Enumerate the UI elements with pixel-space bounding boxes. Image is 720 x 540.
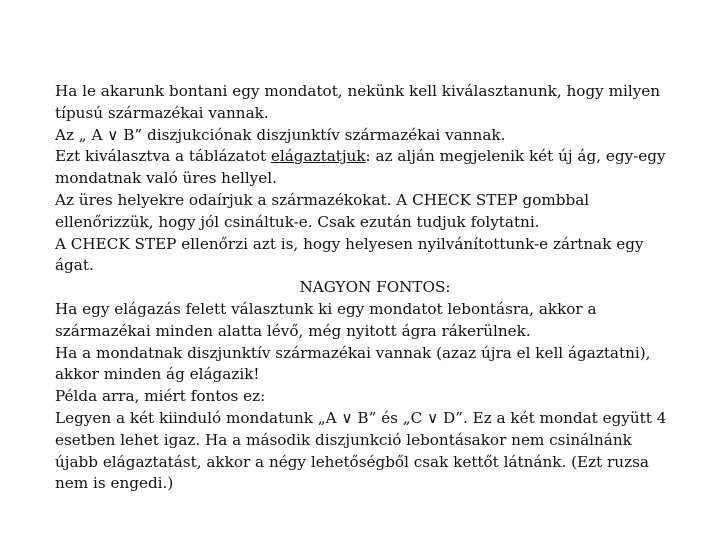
paragraph-above-branch-line-2: származékai minden alatta lévő, még nyitott ágra rákerülnek. (55, 321, 531, 340)
paragraph-example-line-4: nem is engedi.) (55, 474, 174, 493)
paragraph-branching-line-2: mondatnak való üres hellyel. (55, 169, 277, 188)
paragraph-above-branch-line-1: Ha egy elágazás felett választunk ki egy mondatot lebontásra, akkor a (55, 299, 597, 318)
branching-text-before: Ezt kiválasztva a táblázatot (55, 147, 271, 166)
branching-underlined-term: elágaztatjuk (270, 147, 366, 166)
slide-body (55, 81, 695, 495)
paragraph-example-line-2: esetben lehet igaz. Ha a második diszjunkció lebontásakor nem csinálnánk (55, 430, 632, 449)
paragraph-example-line-3: újabb elágaztatást, akkor a négy lehetőségből csak kettőt látnánk. (Ezt ruzsa (55, 452, 649, 471)
paragraph-example-intro: Példa arra, miért fontos ez: (55, 387, 266, 406)
paragraph-closed-branch-line-1: A CHECK STEP ellenőrzi azt is, hogy helyesen nyilvánítottunk-e zártnak egy (55, 234, 644, 253)
heading-important: NAGYON FONTOS: (299, 278, 451, 297)
paragraph-check-step-line-1: Az üres helyekre odaírjuk a származékokat. A CHECK STEP gombbal (55, 190, 590, 209)
paragraph-check-step-line-2: ellenőrizzük, hogy jól csináltuk-e. Csak ezután tudjuk folytatni. (55, 212, 540, 231)
paragraph-closed-branch-line-2: ágat. (55, 256, 94, 275)
paragraph-intro-line-2: típusú származékai vannak. (55, 103, 269, 122)
paragraph-example-line-1: Legyen a két kiinduló mondatunk „A ∨ B” és „C ∨ D”. Ez a két mondat együtt 4 (55, 408, 667, 427)
paragraph-intro-line-1: Ha le akarunk bontani egy mondatot, nekünk kell kiválasztanunk, hogy milyen (55, 82, 661, 100)
paragraph-every-branch-line-2: akkor minden ág elágazik! (55, 365, 260, 384)
paragraph-every-branch-line-1: Ha a mondatnak diszjunktív származékai vannak (azaz újra el kell ágaztatni), (55, 343, 651, 362)
paragraph-disjunction: Az „ A ∨ B” diszjukciónak diszjunktív származékai vannak. (55, 125, 506, 144)
paragraph-branching-line-1 (55, 146, 695, 168)
branching-text-after: : az alján megjelenik két új ág, egy-egy (365, 147, 666, 166)
